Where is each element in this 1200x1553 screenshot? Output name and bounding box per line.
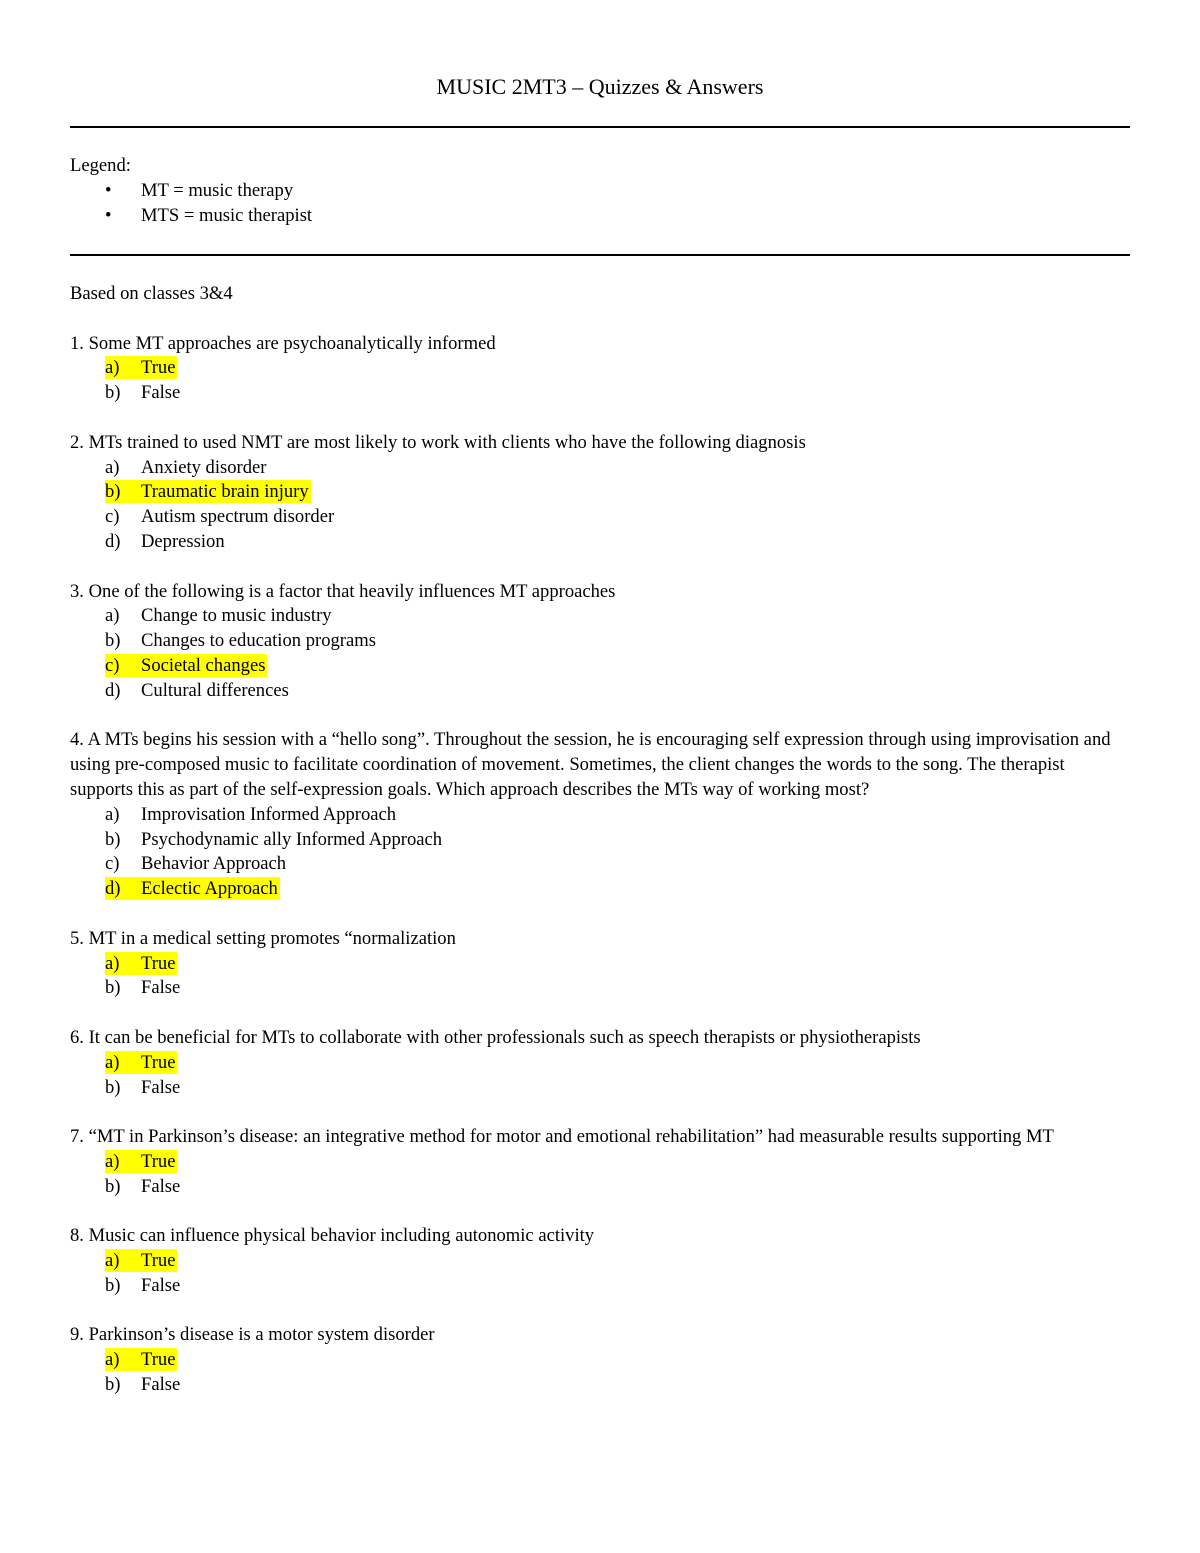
option-letter: c) [105,853,120,875]
question-block [70,927,1130,1001]
option-letter: a) [105,952,120,974]
option-letter: c) [105,654,120,676]
option-text: Autism spectrum disorder [141,506,335,528]
answer-option [70,1274,1130,1299]
option-text: Traumatic brain injury [141,481,309,503]
option-text: Eclectic Approach [141,878,278,900]
answer-option-correct [70,1348,1130,1373]
answer-option [70,803,1130,828]
spacer [70,704,1130,729]
option-letter: a) [105,1051,120,1073]
spacer [70,1001,1130,1026]
option-letter: a) [105,803,120,825]
option-letter: a) [105,357,120,379]
answer-option [70,828,1130,853]
bullet-icon: • [105,179,112,201]
option-text: Anxiety disorder [141,456,267,478]
option-letter: d) [105,530,121,552]
option-text: Societal changes [141,654,266,676]
quiz-content [70,282,1130,1398]
legend [70,154,312,228]
answer-option-correct [70,356,1130,381]
question-block [70,1224,1130,1298]
answer-option [70,505,1130,530]
option-text: False [141,1374,181,1396]
answer-option [70,456,1130,481]
option-letter: d) [105,878,121,900]
option-letter: b) [105,1274,121,1296]
answer-option-correct [70,1150,1130,1175]
option-letter: b) [105,828,121,850]
horizontal-rule-bottom [70,254,1130,256]
answer-option [70,852,1130,877]
option-text: False [141,1076,181,1098]
legend-item-text: MTS = music therapist [141,204,313,226]
answer-highlight [105,1348,177,1371]
answer-option [70,1373,1130,1398]
question-stem: 5. MT in a medical setting promotes “normalization [70,927,456,949]
option-text: True [141,1349,176,1371]
answer-highlight [105,1249,177,1272]
option-text: True [141,952,176,974]
spacer [70,555,1130,580]
option-letter: b) [105,977,121,999]
option-text: False [141,1175,181,1197]
answer-option [70,976,1130,1001]
answer-highlight [105,654,267,677]
option-text: True [141,357,176,379]
answer-option [70,530,1130,555]
horizontal-rule-top [70,126,1130,128]
legend-item [70,204,312,229]
question-stem: 1. Some MT approaches are psychoanalytically informed [70,332,496,354]
question-stem: 4. A MTs begins his session with a “hello song”. Throughout the session, he is encouraging self expression through using improvisation and using pre-composed music to facilitate coordination of movement. Sometimes, the client changes the words to the song. The therapist supports this as part of the self-expression goals. Which approach describes the MTs way of working most? [70,729,1111,800]
answer-highlight [105,356,177,379]
question-block [70,332,1130,406]
option-text: Depression [141,530,225,552]
answer-option [70,1175,1130,1200]
option-text: Cultural differences [141,679,289,701]
option-letter: b) [105,382,121,404]
question-stem: 7. “MT in Parkinson’s disease: an integrative method for motor and emotional rehabilitation” had measurable results supporting MT [70,1126,1054,1148]
option-text: True [141,1051,176,1073]
option-letter: d) [105,679,121,701]
answer-highlight [105,480,311,503]
question-stem: 3. One of the following is a factor that heavily influences MT approaches [70,580,616,602]
option-text: Behavior Approach [141,853,287,875]
question-stem: 8. Music can influence physical behavior including autonomic activity [70,1225,595,1247]
answer-highlight [105,877,280,900]
question-stem: 2. MTs trained to used NMT are most likely to work with clients who have the following diagnosis [70,431,806,453]
option-letter: b) [105,630,121,652]
option-letter: a) [105,1349,120,1371]
option-letter: b) [105,481,121,503]
answer-option [70,629,1130,654]
option-text: True [141,1250,176,1272]
option-letter: a) [105,605,120,627]
option-letter: b) [105,1374,121,1396]
question-stem: 6. It can be beneficial for MTs to collaborate with other professionals such as speech therapists or physiotherapists [70,1026,921,1048]
spacer [70,902,1130,927]
option-letter: c) [105,506,120,528]
answer-highlight [105,952,177,975]
option-text: Changes to education programs [141,630,376,652]
option-text: Psychodynamic ally Informed Approach [141,828,443,850]
legend-item-text: MT = music therapy [141,179,294,201]
option-text: False [141,977,181,999]
question-block [70,728,1130,902]
spacer [70,1199,1130,1224]
question-block [70,1026,1130,1100]
answer-highlight [105,1150,177,1173]
spacer [70,406,1130,431]
answer-option-correct [70,1249,1130,1274]
option-text: False [141,1274,181,1296]
bullet-icon: • [105,204,112,226]
legend-heading: Legend: [70,155,131,176]
question-block [70,431,1130,555]
answer-option [70,381,1130,406]
option-text: False [141,382,181,404]
option-letter: a) [105,1250,120,1272]
option-text: Change to music industry [141,605,332,627]
legend-item [70,179,312,204]
question-block [70,1323,1130,1397]
section-heading: Based on classes 3&4 [70,283,233,304]
option-letter: a) [105,456,120,478]
question-block [70,580,1130,704]
answer-option [70,679,1130,704]
question-list [70,307,1130,1398]
spacer [70,1299,1130,1324]
question-stem: 9. Parkinson’s disease is a motor system disorder [70,1324,435,1346]
option-letter: b) [105,1175,121,1197]
spacer [70,1100,1130,1125]
answer-option-correct [70,480,1130,505]
answer-option [70,604,1130,629]
answer-option-correct [70,952,1130,977]
answer-option-correct [70,1051,1130,1076]
option-letter: a) [105,1150,120,1172]
option-text: True [141,1150,176,1172]
answer-highlight [105,1051,177,1074]
answer-option-correct [70,877,1130,902]
question-block [70,1125,1130,1199]
document-title: MUSIC 2MT3 – Quizzes & Answers [436,74,764,99]
option-letter: b) [105,1076,121,1098]
spacer [70,307,1130,332]
answer-option [70,1076,1130,1101]
option-text: Improvisation Informed Approach [141,803,397,825]
answer-option-correct [70,654,1130,679]
